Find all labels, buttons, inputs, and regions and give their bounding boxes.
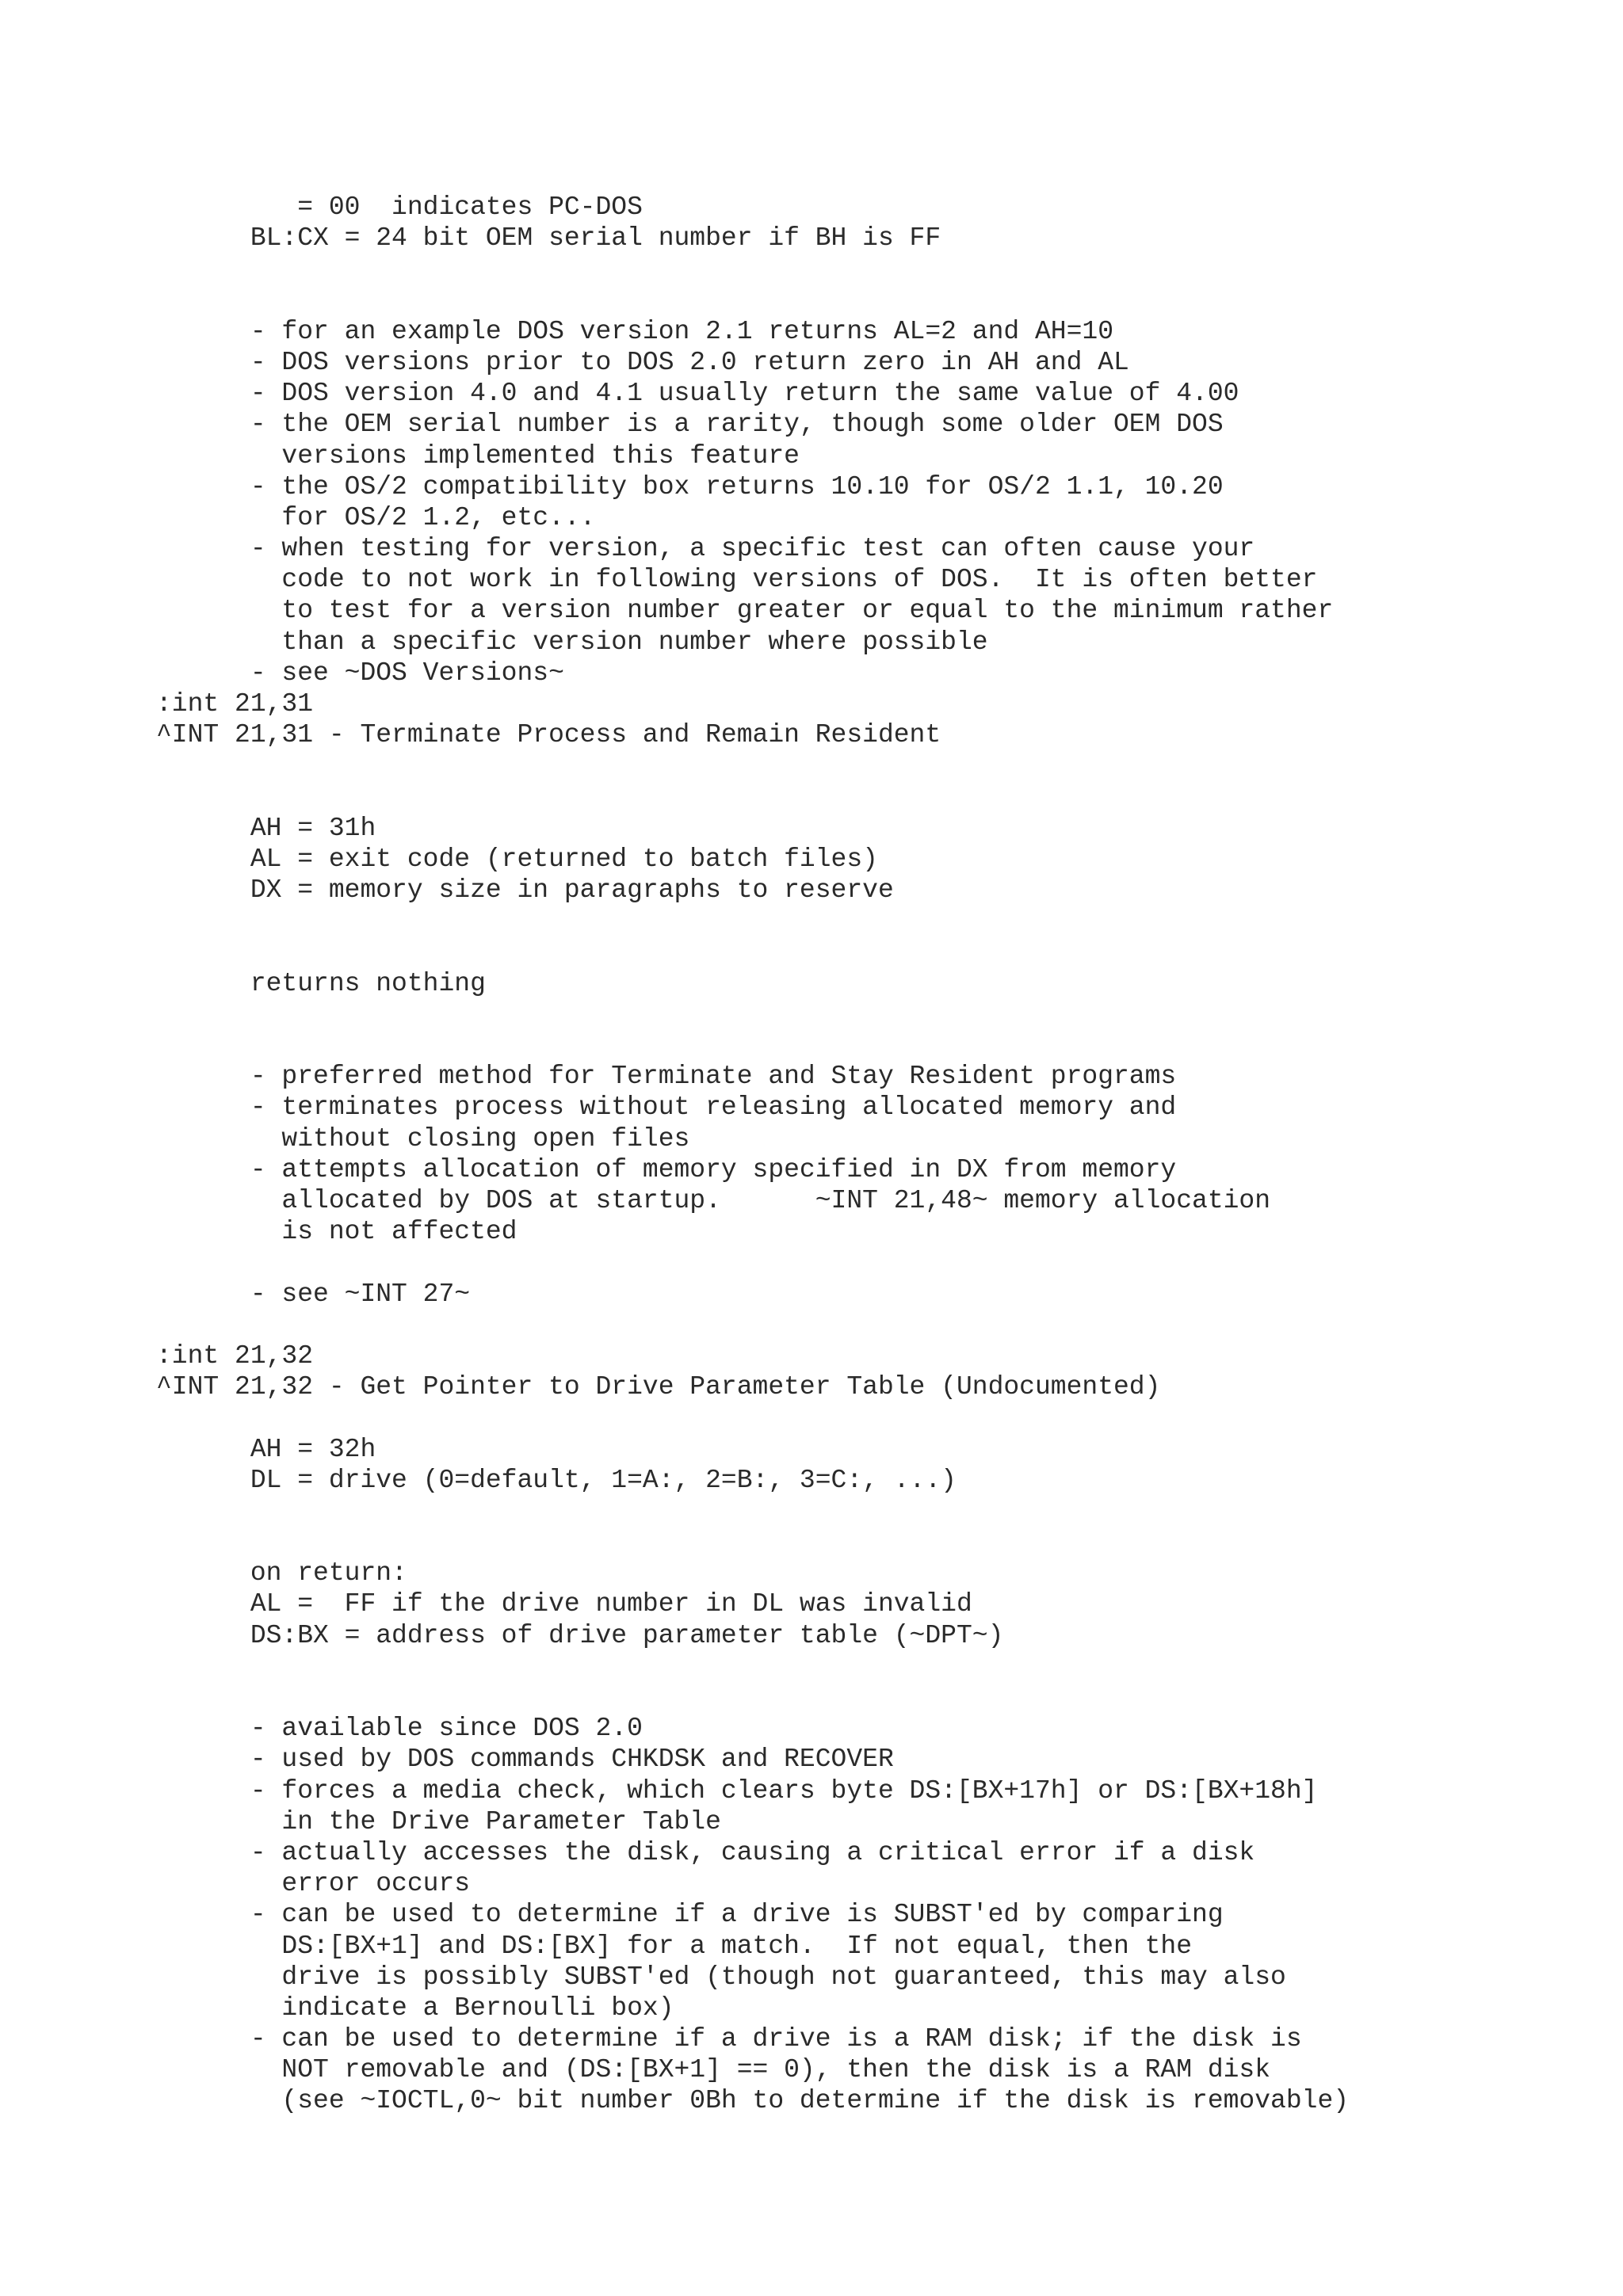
text-line: (see ~IOCTL,0~ bit number 0Bh to determine if the disk is removable) [156, 2086, 1350, 2116]
text-line: indicate a Bernoulli box) [156, 1993, 674, 2023]
blank-line [156, 1527, 1349, 1558]
text-line: AH = 31h [156, 813, 376, 843]
section-heading: ^INT 21,31 - Terminate Process and Remain Resident [156, 720, 941, 750]
text-line: drive is possibly SUBST'ed (though not guaranteed, this may also [156, 1962, 1286, 1992]
text-line: without closing open files [156, 1123, 690, 1154]
text-line: than a specific version number where possible [156, 627, 988, 657]
text-line: - see ~DOS Versions~ [156, 658, 564, 688]
blank-line [156, 1247, 1349, 1278]
text-line: AH = 32h [156, 1434, 376, 1464]
text-line: AL = FF if the drive number in DL was invalid [156, 1589, 972, 1619]
text-line: on return: [156, 1558, 407, 1589]
blank-line [156, 906, 1349, 936]
blank-line [156, 1310, 1349, 1341]
blank-line [156, 1651, 1349, 1682]
text-line: - the OS/2 compatibility box returns 10.10 for OS/2 1.1, 10.20 [156, 471, 1224, 502]
text-line: to test for a version number greater or equal to the minimum rather [156, 596, 1334, 626]
text-line: = 00 indicates PC-DOS [156, 193, 643, 222]
text-line: - the OEM serial number is a rarity, though some older OEM DOS [156, 410, 1224, 440]
blank-line [156, 750, 1349, 781]
blank-line [156, 1030, 1349, 1061]
text-line: BL:CX = 24 bit OEM serial number if BH is FF [156, 223, 941, 254]
text-line: - see ~INT 27~ [156, 1279, 471, 1309]
text-line: DX = memory size in paragraphs to reserve [156, 875, 894, 906]
text-line: - preferred method for Terminate and Stay Resident programs [156, 1062, 1177, 1092]
topic-tag-line: :int 21,31 [156, 689, 314, 719]
text-line: - DOS version 4.0 and 4.1 usually return the same value of 4.00 [156, 379, 1239, 409]
text-line: - attempts allocation of memory specified in DX from memory [156, 1154, 1177, 1184]
blank-line [156, 782, 1349, 813]
blank-line [156, 254, 1349, 284]
blank-line [156, 1496, 1349, 1527]
text-line: - for an example DOS version 2.1 returns AL=2 and AH=10 [156, 316, 1113, 346]
text-line: error occurs [156, 1869, 471, 1899]
text-line: AL = exit code (returned to batch files) [156, 844, 878, 874]
text-line: - actually accesses the disk, causing a critical error if a disk [156, 1837, 1255, 1867]
text-line: allocated by DOS at startup. ~INT 21,48~ memory allocation [156, 1186, 1271, 1215]
document-text [156, 192, 1349, 2117]
text-line: - available since DOS 2.0 [156, 1714, 643, 1744]
text-line: DS:[BX+1] and DS:[BX] for a match. If not equal, then the [156, 1931, 1193, 1961]
blank-line [156, 937, 1349, 968]
text-line: code to not work in following versions of DOS. It is often better [156, 565, 1318, 595]
text-line: - forces a media check, which clears byte DS:[BX+17h] or DS:[BX+18h] [156, 1775, 1318, 1806]
topic-tag-line: :int 21,32 [156, 1341, 314, 1371]
blank-line [156, 285, 1349, 316]
text-line: is not affected [156, 1217, 517, 1247]
text-line: versions implemented this feature [156, 441, 800, 471]
text-line: returns nothing [156, 968, 486, 998]
section-heading: ^INT 21,32 - Get Pointer to Drive Parameter Table (Undocumented) [156, 1372, 1161, 1402]
text-line: NOT removable and (DS:[BX+1] == 0), then the disk is a RAM disk [156, 2055, 1271, 2085]
text-line: in the Drive Parameter Table [156, 1806, 721, 1836]
text-line: DL = drive (0=default, 1=A:, 2=B:, 3=C:, ...) [156, 1465, 957, 1495]
text-line: - can be used to determine if a drive is a RAM disk; if the disk is [156, 2024, 1302, 2054]
text-line: - can be used to determine if a drive is SUBST'ed by comparing [156, 1900, 1224, 1930]
text-line: - DOS versions prior to DOS 2.0 return zero in AH and AL [156, 347, 1129, 377]
text-line: - when testing for version, a specific test can often cause your [156, 534, 1255, 564]
text-line: DS:BX = address of drive parameter table (~DPT~) [156, 1620, 1004, 1650]
blank-line [156, 1402, 1349, 1433]
text-line: for OS/2 1.2, etc... [156, 502, 596, 532]
text-line: - terminates process without releasing allocated memory and [156, 1093, 1177, 1123]
blank-line [156, 999, 1349, 1030]
text-line: - used by DOS commands CHKDSK and RECOVER [156, 1745, 894, 1775]
blank-line [156, 1682, 1349, 1713]
